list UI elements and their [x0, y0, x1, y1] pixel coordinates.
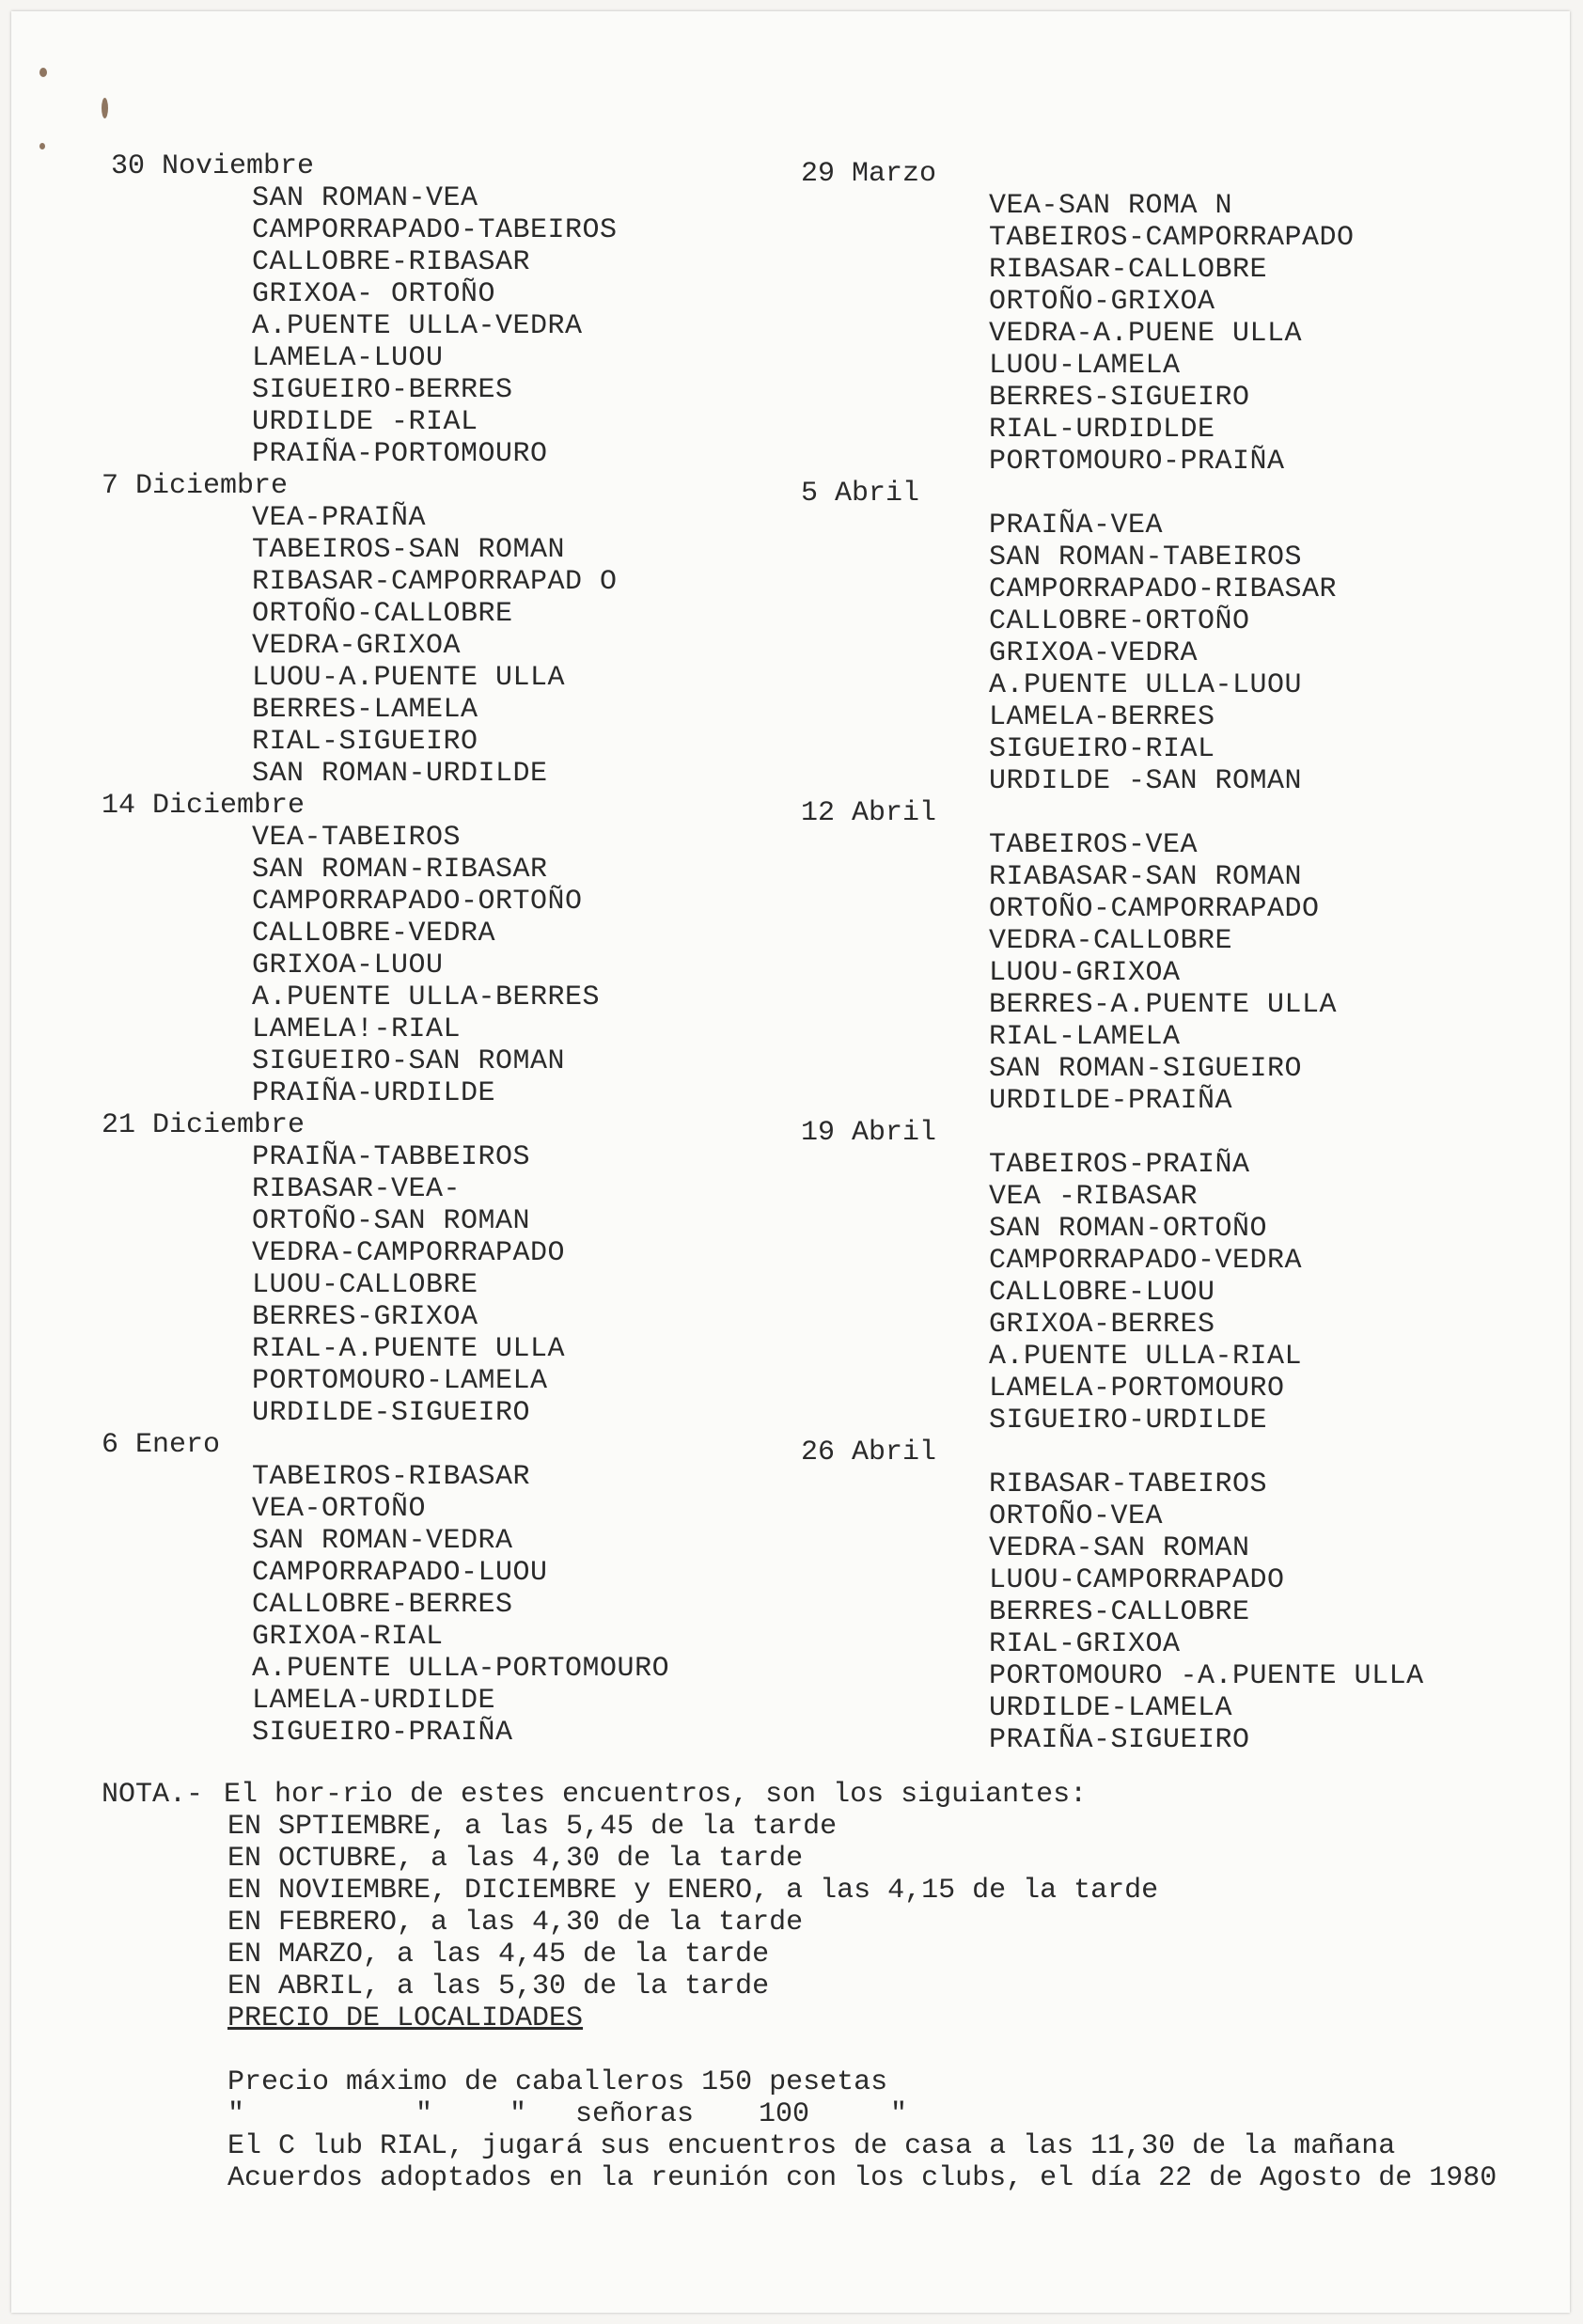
- match-line: ORTOÑO-SAN ROMAN: [252, 1205, 531, 1237]
- match-line: CALLOBRE-ORTOÑO: [989, 605, 1250, 637]
- ditto-mark: ": [227, 2098, 245, 2130]
- match-line: TABEIROS-SAN ROMAN: [252, 534, 566, 566]
- match-line: SAN ROMAN-URDILDE: [252, 758, 548, 790]
- match-line: CAMPORRAPADO-VEDRA: [989, 1245, 1303, 1277]
- match-line: PRAIÑA-TABBEIROS: [252, 1141, 531, 1173]
- match-line: SIGUEIRO-RIAL: [989, 733, 1215, 765]
- match-line: BERRES-GRIXOA: [252, 1301, 478, 1333]
- match-line: URDILDE-PRAIÑA: [989, 1085, 1233, 1117]
- match-line: PRAIÑA-URDILDE: [252, 1077, 496, 1109]
- match-line: SAN ROMAN-SIGUEIRO: [989, 1053, 1303, 1085]
- ink-stain: [39, 68, 47, 77]
- match-line: VEA-PRAIÑA: [252, 502, 427, 534]
- match-line: RIBASAR-TABEIROS: [989, 1468, 1268, 1500]
- match-line: LUOU-LAMELA: [989, 350, 1181, 382]
- round-date: 26 Abril: [801, 1437, 937, 1468]
- match-line: BERRES-SIGUEIRO: [989, 382, 1250, 414]
- match-line: A.PUENTE ULLA-BERRES: [252, 981, 601, 1013]
- ink-stain: [102, 98, 108, 118]
- match-line: VEA-ORTOÑO: [252, 1493, 427, 1525]
- match-line: URDILDE -RIAL: [252, 406, 478, 438]
- match-line: TABEIROS-CAMPORRAPADO: [989, 222, 1355, 254]
- schedule-line: EN ABRIL, a las 5,30 de la tarde: [227, 1971, 770, 2002]
- match-line: GRIXOA-LUOU: [252, 950, 444, 981]
- match-line: GRIXOA-BERRES: [989, 1309, 1215, 1341]
- schedule-line: EN MARZO, a las 4,45 de la tarde: [227, 1939, 770, 1971]
- match-line: PORTOMOURO-LAMELA: [252, 1365, 548, 1397]
- ditto-mark: ": [415, 2098, 433, 2130]
- match-line: BERRES-CALLOBRE: [989, 1596, 1250, 1628]
- match-line: VEA-TABEIROS: [252, 822, 462, 854]
- match-line: RIAL-URDIDLDE: [989, 414, 1215, 446]
- match-line: CALLOBRE-LUOU: [989, 1277, 1215, 1309]
- match-line: LUOU-CAMPORRAPADO: [989, 1564, 1285, 1596]
- match-line: CALLOBRE-BERRES: [252, 1589, 513, 1621]
- round-date: 6 Enero: [102, 1429, 221, 1461]
- fixtures-left-column: [102, 150, 669, 1749]
- nota-label: NOTA.-: [102, 1779, 204, 1811]
- match-line: SAN ROMAN-RIBASAR: [252, 854, 548, 886]
- match-line: URDILDE-SIGUEIRO: [252, 1397, 531, 1429]
- match-line: CAMPORRAPADO-TABEIROS: [252, 214, 618, 246]
- match-line: SIGUEIRO-PRAIÑA: [252, 1717, 513, 1749]
- notes-section: [102, 1779, 1530, 2194]
- match-line: A.PUENTE ULLA-PORTOMOURO: [252, 1653, 670, 1685]
- fixture-round: [102, 1429, 669, 1749]
- match-line: ORTOÑO-CAMPORRAPADO: [989, 893, 1320, 925]
- match-line: TABEIROS-PRAIÑA: [989, 1149, 1250, 1181]
- match-line: SAN ROMAN-VEA: [252, 182, 478, 214]
- match-line: BERRES-A.PUENTE ULLA: [989, 989, 1338, 1021]
- schedule-line: EN NOVIEMBRE, DICIEMBRE y ENERO, a las 4,15 de la tarde: [227, 1875, 1159, 1907]
- match-line: A.PUENTE ULLA-VEDRA: [252, 310, 583, 342]
- match-line: PORTOMOURO -A.PUENTE ULLA: [989, 1660, 1424, 1692]
- match-line: LUOU-A.PUENTE ULLA: [252, 662, 566, 694]
- match-line: LAMELA-URDILDE: [252, 1685, 496, 1717]
- precio-caballeros: Precio máximo de caballeros 150 pesetas: [227, 2066, 888, 2098]
- match-line: LAMELA!-RIAL: [252, 1013, 462, 1045]
- match-line: CALLOBRE-VEDRA: [252, 918, 496, 950]
- match-line: VEDRA-A.PUENE ULLA: [989, 318, 1303, 350]
- round-date: 14 Diciembre: [102, 790, 306, 822]
- schedule-line: EN OCTUBRE, a las 4,30 de la tarde: [227, 1843, 804, 1875]
- match-line: TABEIROS-VEA: [989, 829, 1199, 861]
- match-line: RIAL-GRIXOA: [989, 1628, 1181, 1660]
- senoras-price: 100: [759, 2098, 810, 2130]
- round-date: 29 Marzo: [801, 158, 937, 190]
- round-date: 30 Noviembre: [111, 150, 315, 182]
- document-page: [11, 11, 1570, 2313]
- schedule-line: EN FEBRERO, a las 4,30 de la tarde: [227, 1907, 804, 1939]
- match-line: RIAL-LAMELA: [989, 1021, 1181, 1053]
- match-line: RIAL-A.PUENTE ULLA: [252, 1333, 566, 1365]
- match-line: RIBASAR-CAMPORRAPAD O: [252, 566, 618, 598]
- nota-intro: El hor-rio de estes encuentros, son los siguiantes:: [224, 1779, 1088, 1811]
- round-date: 21 Diciembre: [102, 1109, 306, 1141]
- schedule-line: EN SPTIEMBRE, a las 5,45 de la tarde: [227, 1811, 838, 1843]
- match-line: PORTOMOURO-PRAIÑA: [989, 446, 1285, 478]
- match-line: PRAIÑA-VEA: [989, 510, 1164, 542]
- senoras-label: señoras: [575, 2098, 695, 2130]
- match-line: SIGUEIRO-SAN ROMAN: [252, 1045, 566, 1077]
- match-line: CAMPORRAPADO-ORTOÑO: [252, 886, 583, 918]
- match-line: GRIXOA-VEDRA: [989, 637, 1199, 669]
- round-date: 5 Abril: [801, 478, 920, 510]
- match-line: URDILDE -SAN ROMAN: [989, 765, 1303, 797]
- precio-title: PRECIO DE LOCALIDADES: [227, 2002, 584, 2034]
- match-line: LAMELA-BERRES: [989, 701, 1215, 733]
- match-line: VEDRA-GRIXOA: [252, 630, 462, 662]
- match-line: LUOU-CALLOBRE: [252, 1269, 478, 1301]
- ditto-mark: ": [890, 2098, 908, 2130]
- fixture-round: [801, 1117, 1424, 1437]
- match-line: GRIXOA- ORTOÑO: [252, 278, 496, 310]
- ditto-mark: ": [509, 2098, 527, 2130]
- match-line: VEDRA-CALLOBRE: [989, 925, 1233, 957]
- match-line: RIBASAR-CALLOBRE: [989, 254, 1268, 286]
- fixtures-right-column: [801, 158, 1424, 1756]
- match-line: SAN ROMAN-TABEIROS: [989, 542, 1303, 573]
- acuerdos-note: Acuerdos adoptados en la reunión con los clubs, el día 22 de Agosto de 1980: [227, 2162, 1497, 2194]
- match-line: SIGUEIRO-BERRES: [252, 374, 513, 406]
- match-line: URDILDE-LAMELA: [989, 1692, 1233, 1724]
- match-line: RIABASAR-SAN ROMAN: [989, 861, 1303, 893]
- match-line: TABEIROS-RIBASAR: [252, 1461, 531, 1493]
- match-line: VEA-SAN ROMA N: [989, 190, 1233, 222]
- match-line: A.PUENTE ULLA-RIAL: [989, 1341, 1303, 1373]
- match-line: PRAIÑA-SIGUEIRO: [989, 1724, 1250, 1756]
- fixture-round: [102, 150, 669, 470]
- match-line: CAMPORRAPADO-LUOU: [252, 1557, 548, 1589]
- match-line: SIGUEIRO-URDILDE: [989, 1405, 1268, 1437]
- match-line: ORTOÑO-CALLOBRE: [252, 598, 513, 630]
- fixture-round: [102, 1109, 669, 1429]
- match-line: SAN ROMAN-VEDRA: [252, 1525, 513, 1557]
- fixture-round: [801, 1437, 1424, 1756]
- ink-stain: [39, 143, 45, 149]
- fixture-round: [102, 790, 669, 1109]
- match-line: RIAL-SIGUEIRO: [252, 726, 478, 758]
- match-line: CALLOBRE-RIBASAR: [252, 246, 531, 278]
- match-line: PRAIÑA-PORTOMOURO: [252, 438, 548, 470]
- match-line: A.PUENTE ULLA-LUOU: [989, 669, 1303, 701]
- precio-senoras-line: [102, 2098, 1530, 2130]
- match-line: LAMELA-LUOU: [252, 342, 444, 374]
- round-date: 12 Abril: [801, 797, 937, 829]
- match-line: SAN ROMAN-ORTOÑO: [989, 1213, 1268, 1245]
- match-line: VEA -RIBASAR: [989, 1181, 1199, 1213]
- fixture-round: [102, 470, 669, 790]
- match-line: LAMELA-PORTOMOURO: [989, 1373, 1285, 1405]
- round-date: 19 Abril: [801, 1117, 937, 1149]
- match-line: ORTOÑO-VEA: [989, 1500, 1164, 1532]
- match-line: RIBASAR-VEA-: [252, 1173, 462, 1205]
- rial-note: El C lub RIAL, jugará sus encuentros de casa a las 11,30 de la mañana: [227, 2130, 1396, 2162]
- match-line: GRIXOA-RIAL: [252, 1621, 444, 1653]
- fixture-round: [801, 158, 1424, 478]
- match-line: VEDRA-CAMPORRAPADO: [252, 1237, 566, 1269]
- round-date: 7 Diciembre: [102, 470, 289, 502]
- match-line: CAMPORRAPADO-RIBASAR: [989, 573, 1338, 605]
- match-line: ORTOÑO-GRIXOA: [989, 286, 1215, 318]
- match-line: VEDRA-SAN ROMAN: [989, 1532, 1250, 1564]
- match-line: BERRES-LAMELA: [252, 694, 478, 726]
- fixture-round: [801, 797, 1424, 1117]
- fixture-round: [801, 478, 1424, 797]
- match-line: LUOU-GRIXOA: [989, 957, 1181, 989]
